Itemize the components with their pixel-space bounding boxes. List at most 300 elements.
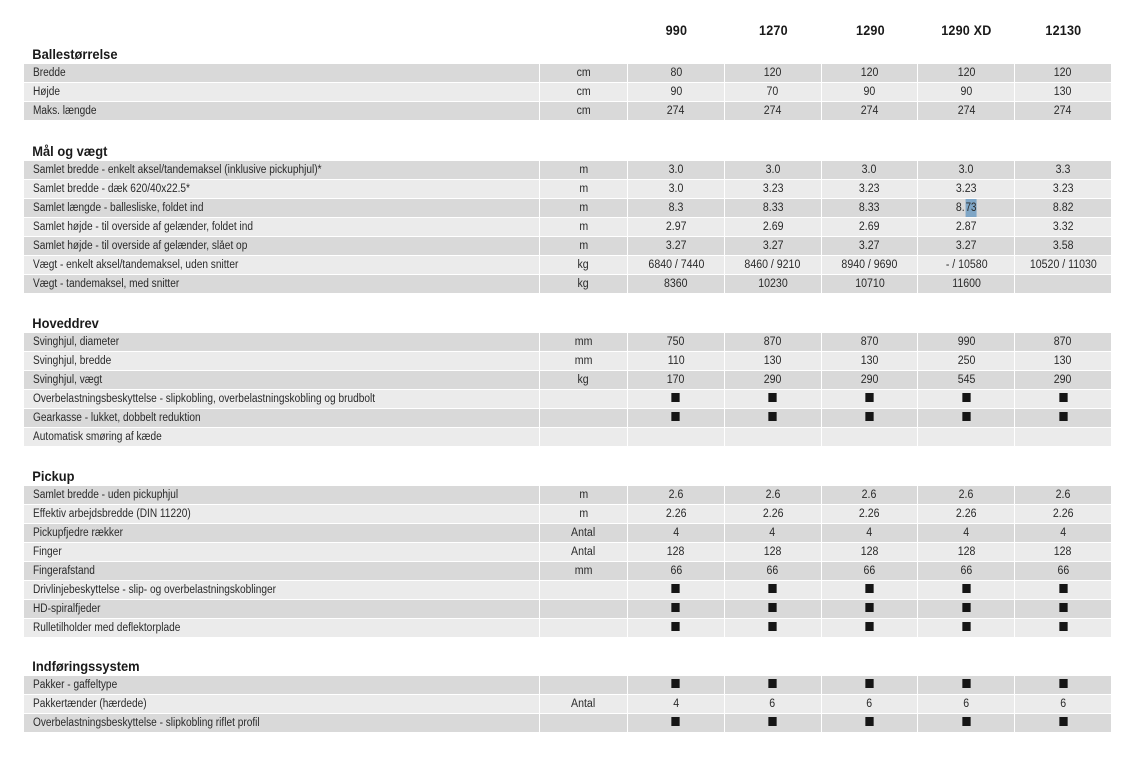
value-cell [628,562,725,581]
value-text: 8460 / 9210 [744,259,801,271]
value-cell [628,600,725,619]
value-cell [628,714,725,733]
value-text: 66 [670,565,682,577]
row-label-text: Pakkertænder (hærdede) [33,698,147,710]
value-cell [725,486,822,505]
value-cell [725,409,822,428]
included-mark-icon [1059,603,1067,612]
included-mark-icon [865,412,873,421]
row-label [24,600,540,619]
value-cell [725,505,822,524]
value-text: 3.27 [859,240,880,252]
row-unit [540,237,628,256]
row-label [24,676,540,695]
table-row [24,695,1112,714]
value-cell [918,237,1015,256]
value-cell [918,543,1015,562]
included-mark-icon [672,412,680,421]
row-label [24,581,540,600]
section-3 [24,466,1112,638]
value-cell [725,428,822,447]
value-text: 66 [960,565,973,577]
row-label-text: Svinghjul, diameter [33,336,120,348]
included-mark-icon [1059,622,1067,631]
value-text: 3.27 [665,240,687,252]
row-unit-text: m [579,202,588,214]
value-cell [822,695,919,714]
included-mark-icon [769,622,777,631]
row-unit-text: m [579,508,588,520]
value-text: 3.23 [955,183,977,195]
value-cell [628,161,725,180]
value-cell [628,333,725,352]
value-cell [1015,543,1112,562]
included-mark-icon [672,603,680,612]
value-text: 290 [860,374,879,386]
value-cell [918,256,1015,275]
row-label-text: Overbelastningsbeskyttelse - slipkobling, overbelastningskobling og brudbolt [33,393,376,405]
row-unit [540,371,628,390]
row-label [24,428,540,447]
value-cell [725,543,822,562]
value-cell [628,409,725,428]
value-cell [725,371,822,390]
value-cell [822,562,919,581]
table-row [24,428,1112,447]
row-label-text: Finger [33,546,62,558]
row-unit-text: Antal [571,698,596,710]
value-text: 3.32 [1052,221,1074,233]
row-label [24,161,540,180]
row-unit-text: mm [574,355,593,367]
row-label [24,218,540,237]
value-text: 11600 [951,278,981,290]
value-text: 3.58 [1052,240,1074,252]
value-cell [822,371,919,390]
row-unit [540,199,628,218]
value-cell [725,161,822,180]
value-cell [628,619,725,638]
table-row [24,256,1112,275]
table-row [24,237,1112,256]
value-text: 870 [1054,336,1072,348]
section-title: Mål og vægt [32,143,108,159]
value-cell [1015,505,1112,524]
value-cell [725,714,822,733]
value-cell [628,199,725,218]
value-cell [1015,581,1112,600]
row-unit [540,275,628,294]
included-mark-icon [865,584,873,593]
value-text: 3.0 [668,164,684,176]
row-unit [540,102,628,121]
value-cell [918,600,1015,619]
included-mark-icon [962,717,970,726]
value-cell [822,333,919,352]
value-text: 110 [667,355,685,367]
row-unit [540,256,628,275]
value-text: 2.6 [1055,489,1071,501]
value-text: 3.0 [862,164,877,176]
row-label [24,102,540,121]
row-label-text: Samlet bredde - uden pickuphjul [33,489,179,501]
value-text: 2.69 [762,221,783,233]
included-mark-icon [865,717,873,726]
value-cell [725,64,822,83]
value-cell [1015,619,1112,638]
row-label-text: Fingerafstand [33,565,95,577]
value-cell [1015,256,1112,275]
value-cell [918,505,1015,524]
value-cell [1015,524,1112,543]
value-text: 4 [769,527,776,539]
table-row [24,714,1112,733]
row-unit [540,505,628,524]
value-text: 120 [763,67,782,79]
value-text: 128 [860,546,879,558]
table-row [24,218,1112,237]
value-text: 274 [667,105,685,117]
row-label-text: Samlet bredde - enkelt aksel/tandemaksel (inklusive pickuphjul)* [33,164,322,176]
value-cell [1015,237,1112,256]
value-cell [725,256,822,275]
value-text: 274 [860,105,879,117]
value-cell [822,409,919,428]
value-cell [918,199,1015,218]
value-cell [628,371,725,390]
row-unit-text: cm [576,105,591,117]
value-cell [725,581,822,600]
included-mark-icon [865,393,873,402]
value-cell [725,390,822,409]
value-text: 2.97 [665,221,687,233]
value-cell [1015,352,1112,371]
table-row [24,371,1112,390]
value-cell [628,256,725,275]
section-4 [24,656,1112,733]
row-label [24,199,540,218]
row-label-text: Gearkasse - lukket, dobbelt reduktion [33,412,201,424]
value-text: 2.26 [762,508,783,520]
row-label [24,486,540,505]
included-mark-icon [769,717,777,726]
row-unit [540,714,628,733]
row-unit [540,524,628,543]
table-row [24,409,1112,428]
value-text: 8940 / 9690 [841,259,898,271]
value-text: 3.23 [762,183,783,195]
value-text: 66 [766,565,779,577]
value-cell [1015,102,1112,121]
value-cell [628,505,725,524]
value-cell [822,486,919,505]
row-unit-text: kg [577,374,590,386]
value-text: 3.27 [955,240,977,252]
value-text: 128 [1054,546,1072,558]
row-label [24,714,540,733]
value-cell [725,352,822,371]
section-2 [24,313,1112,447]
included-mark-icon [865,679,873,688]
value-cell [918,161,1015,180]
value-text: 750 [667,336,685,348]
value-cell [628,581,725,600]
table-row [24,333,1112,352]
value-cell [628,64,725,83]
value-cell [918,714,1015,733]
value-text: 870 [763,336,782,348]
value-cell [1015,199,1112,218]
row-label [24,64,540,83]
model-header-row [628,22,1112,44]
value-cell [628,237,725,256]
value-text: 130 [763,355,782,367]
value-text: 3.0 [958,164,974,176]
row-unit [540,352,628,371]
model-header: 1270 [758,22,788,38]
row-label-text: Overbelastningsbeskyttelse - slipkobling riflet profil [33,717,260,729]
value-text: 66 [863,565,876,577]
row-unit [540,64,628,83]
value-cell [628,428,725,447]
value-text: 4 [963,527,970,539]
row-unit-text: mm [574,336,593,348]
value-cell [725,83,822,102]
row-label-text: Samlet højde - til overside af gelænder, foldet ind [33,221,253,233]
value-text: 120 [957,67,976,79]
value-text: 6 [866,698,873,710]
row-label-text: Rulletilholder med deflektorplade [33,622,181,634]
row-unit [540,83,628,102]
value-cell [918,619,1015,638]
value-cell [1015,562,1112,581]
value-cell [1015,218,1112,237]
included-mark-icon [1059,412,1067,421]
value-text: 3.3 [1055,164,1071,176]
row-unit [540,428,628,447]
value-cell [1015,161,1112,180]
value-cell [822,619,919,638]
value-cell [628,102,725,121]
included-mark-icon [962,622,970,631]
row-label [24,543,540,562]
value-cell [628,275,725,294]
section-title: Ballestørrelse [32,46,118,62]
value-cell [822,543,919,562]
row-label-text: Samlet bredde - dæk 620/40x22.5* [33,183,190,195]
table-row [24,83,1112,102]
included-mark-icon [672,622,680,631]
value-text: 10520 / 11030 [1029,259,1097,271]
table-row [24,581,1112,600]
value-cell [1015,600,1112,619]
value-cell [918,409,1015,428]
row-label [24,695,540,714]
value-text: 6 [963,698,970,710]
model-header: 990 [665,22,688,38]
table-row [24,390,1112,409]
model-header: 1290 [855,22,885,38]
value-cell [822,275,919,294]
value-cell [725,695,822,714]
value-text: 250 [957,355,976,367]
row-label-text: Pakker - gaffeltype [33,679,118,691]
value-cell [822,505,919,524]
value-cell [822,218,919,237]
section-1 [24,141,1112,294]
row-unit [540,581,628,600]
value-cell [628,486,725,505]
value-cell [918,695,1015,714]
row-unit-text: m [579,183,588,195]
value-cell [1015,428,1112,447]
value-cell [628,390,725,409]
row-label [24,275,540,294]
value-cell [725,619,822,638]
value-text: 870 [860,336,879,348]
row-label [24,619,540,638]
text-selection-highlight: 73 [965,199,976,217]
value-cell [1015,83,1112,102]
value-text: 4 [672,698,679,710]
value-cell [1015,390,1112,409]
table-row [24,64,1112,83]
value-text: 120 [860,67,879,79]
value-text: 3.0 [668,183,684,195]
value-text: 6 [769,698,776,710]
row-unit-text: Antal [571,546,596,558]
value-cell [822,180,919,199]
table-row [24,600,1112,619]
value-text: 8.73 [956,199,977,217]
section-title: Hoveddrev [32,315,99,331]
value-cell [822,237,919,256]
row-label-text: Vægt - tandemaksel, med snitter [33,278,180,290]
row-label-text: Bredde [33,67,66,79]
row-unit-text: Antal [571,527,596,539]
row-label [24,505,540,524]
value-text: 90 [960,86,973,98]
value-cell [725,218,822,237]
value-cell [725,333,822,352]
row-label-text: Vægt - enkelt aksel/tandemaksel, uden snitter [33,259,239,271]
row-label-text: Samlet højde - til overside af gelænder, slået op [33,240,248,252]
row-unit [540,218,628,237]
included-mark-icon [962,603,970,612]
value-text: 2.26 [859,508,880,520]
row-unit [540,161,628,180]
value-text: 3.27 [762,240,783,252]
value-cell [1015,409,1112,428]
included-mark-icon [769,679,777,688]
value-cell [918,333,1015,352]
row-label-text: Effektiv arbejdsbredde (DIN 11220) [33,508,191,520]
row-label-text: Samlet længde - ballesliske, foldet ind [33,202,204,214]
value-cell [918,524,1015,543]
value-cell [822,102,919,121]
value-text: 274 [763,105,782,117]
value-text: - / 10580 [945,259,988,271]
value-cell [822,199,919,218]
value-cell [628,676,725,695]
value-cell [628,695,725,714]
table-row [24,102,1112,121]
value-text: 545 [957,374,976,386]
value-text: 2.26 [1052,508,1074,520]
value-cell [918,102,1015,121]
value-cell [822,676,919,695]
value-cell [918,371,1015,390]
included-mark-icon [865,622,873,631]
table-row [24,543,1112,562]
value-cell [822,256,919,275]
row-unit [540,676,628,695]
row-label [24,180,540,199]
value-cell [725,600,822,619]
value-text: 128 [957,546,976,558]
included-mark-icon [672,584,680,593]
value-text: 130 [1054,86,1072,98]
value-text: 8.3 [668,202,684,214]
row-unit [540,486,628,505]
value-text: 8.33 [859,202,880,214]
value-cell [822,524,919,543]
value-cell [628,180,725,199]
value-text: 6 [1060,698,1067,710]
value-text: 274 [1054,105,1072,117]
value-cell [628,83,725,102]
row-unit [540,600,628,619]
value-text: 80 [670,67,682,79]
value-text: 2.26 [665,508,687,520]
value-cell [1015,371,1112,390]
value-cell [918,180,1015,199]
value-cell [628,524,725,543]
value-cell [822,161,919,180]
value-cell [1015,676,1112,695]
value-text: 290 [1054,374,1072,386]
value-cell [725,275,822,294]
table-row [24,619,1112,638]
value-cell [918,390,1015,409]
value-text: 70 [766,86,779,98]
included-mark-icon [865,603,873,612]
included-mark-icon [672,393,680,402]
value-cell [1015,333,1112,352]
row-label-text: Maks. længde [33,105,97,117]
row-unit-text: kg [577,278,590,290]
value-text: 290 [763,374,782,386]
row-label [24,237,540,256]
value-cell [822,581,919,600]
row-unit-text: m [579,489,588,501]
value-text: 130 [1054,355,1072,367]
value-text: 2.6 [765,489,781,501]
value-text: 2.6 [862,489,877,501]
table-row [24,676,1112,695]
row-unit [540,390,628,409]
value-text: 4 [1060,527,1067,539]
row-unit [540,562,628,581]
value-cell [822,83,919,102]
row-label-text: Pickupfjedre rækker [33,527,123,539]
row-unit [540,543,628,562]
value-cell [725,524,822,543]
value-text: 6840 / 7440 [647,259,704,271]
value-cell [725,676,822,695]
value-text: 2.6 [958,489,974,501]
table-row [24,562,1112,581]
